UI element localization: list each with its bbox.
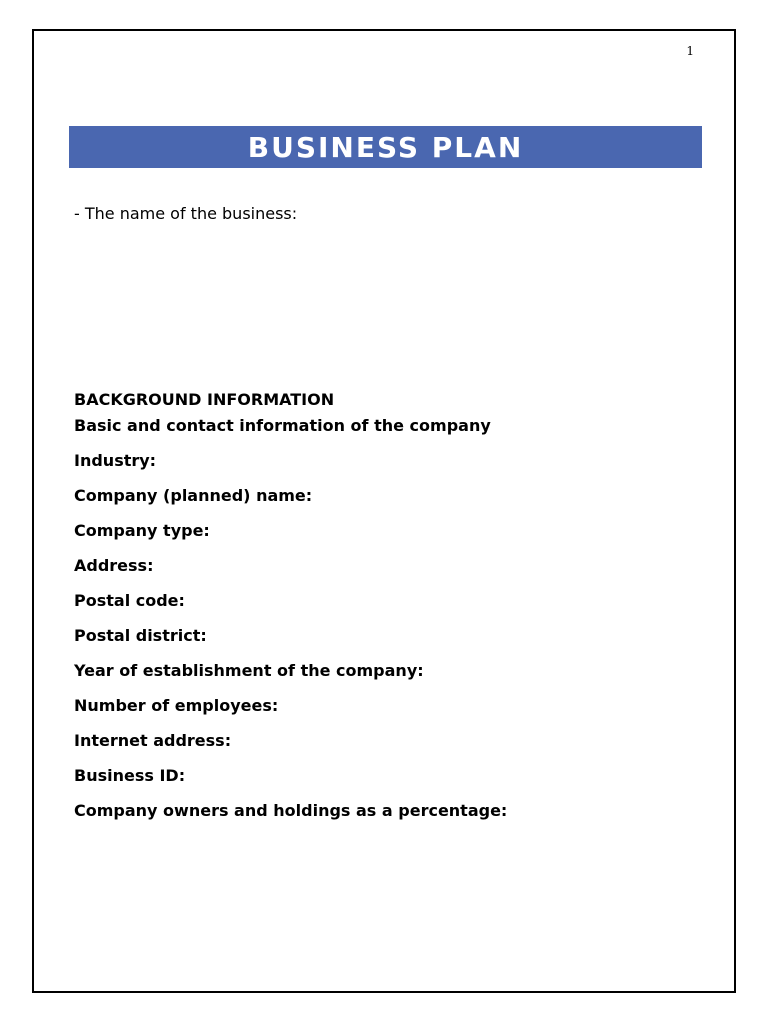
title-banner: [69, 126, 702, 168]
section-heading: BACKGROUND INFORMATION: [74, 390, 335, 409]
field-postal-district: Postal district:: [74, 626, 207, 645]
section-subheading: Basic and contact information of the company: [74, 416, 491, 435]
page-number: 1: [686, 44, 694, 58]
field-year-of-establishment: Year of establishment of the company:: [74, 661, 424, 680]
field-address: Address:: [74, 556, 154, 575]
field-internet-address: Internet address:: [74, 731, 232, 750]
field-company-type: Company type:: [74, 521, 210, 540]
business-name-label: - The name of the business:: [74, 204, 298, 223]
background-information-section: [74, 390, 507, 836]
field-company-owners: Company owners and holdings as a percentage:: [74, 801, 508, 820]
field-company-name: Company (planned) name:: [74, 486, 313, 505]
document-page: [32, 29, 736, 993]
field-industry: Industry:: [74, 451, 157, 470]
field-number-of-employees: Number of employees:: [74, 696, 279, 715]
field-business-id: Business ID:: [74, 766, 186, 785]
field-list: [74, 451, 507, 836]
field-postal-code: Postal code:: [74, 591, 185, 610]
document-title: BUSINESS PLAN: [247, 130, 524, 164]
